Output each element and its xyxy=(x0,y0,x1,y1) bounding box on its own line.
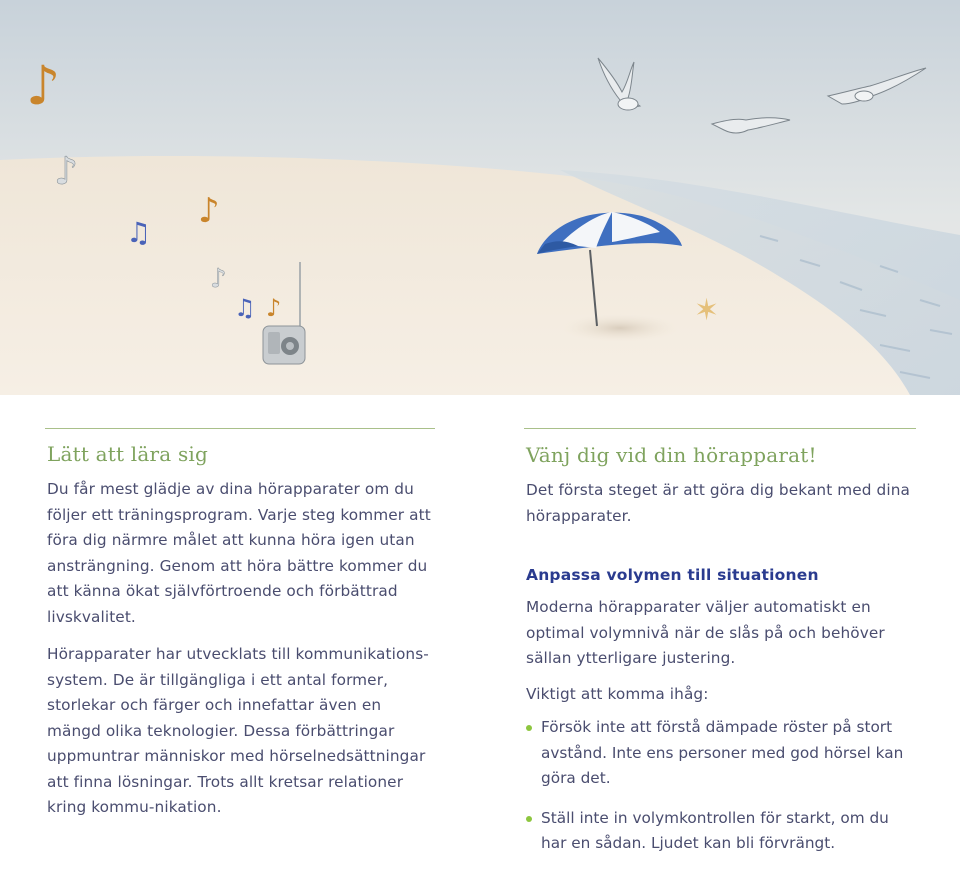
left-column xyxy=(47,428,435,821)
starfish-icon xyxy=(694,293,719,328)
music-note-icon xyxy=(126,216,151,249)
bullet-icon xyxy=(526,725,532,731)
svg-text:♪: ♪ xyxy=(210,264,227,294)
left-heading: Lätt att lära sig xyxy=(47,442,209,466)
music-note-icon xyxy=(198,191,220,231)
svg-text:♫: ♫ xyxy=(126,216,152,249)
music-note-icon xyxy=(210,264,227,294)
section-divider xyxy=(45,428,435,429)
section-divider xyxy=(524,428,916,429)
list-item-text: Ställ inte in volymkontrollen för starkt, om du har en sådan. Ljudet kan bli förvrängt. xyxy=(541,808,889,852)
music-note-icon xyxy=(26,54,60,117)
right-paragraph-2: Viktigt att komma ihåg: xyxy=(526,684,709,703)
svg-text:♪: ♪ xyxy=(266,294,282,322)
beach-illustration xyxy=(0,0,960,395)
left-paragraph-2: Hörapparater har utvecklats till kommunikations-system. De är tillgängliga i ett antal former, storlekar och färger och innefattar även en mängd olika teknologier. Dessa förbättringar uppmuntrar människor med hörselnedsättningar att finna lösningar. Trots allt kretsar relationer kring kommu-nikation. xyxy=(47,645,429,816)
svg-text:✶: ✶ xyxy=(694,293,720,328)
music-note-icon xyxy=(54,149,78,193)
right-subheading: Anpassa volymen till situationen xyxy=(526,566,819,584)
right-intro: Det första steget är att göra dig bekant med dina hörapparater. xyxy=(526,481,910,525)
svg-text:♪: ♪ xyxy=(198,191,220,231)
music-note-icon xyxy=(266,294,281,322)
svg-text:♪: ♪ xyxy=(26,54,61,117)
right-heading: Vänj dig vid din hörapparat! xyxy=(526,443,817,467)
left-paragraph-1: Du får mest glädje av dina hörapparater om du följer ett träningsprogram. Varje steg kommer att föra dig närmre målet att kunna höra igen utan ansträngning. Genom att höra bättre kommer du att känna ökat självförtroende och förbättrad livskvalitet. xyxy=(47,480,431,626)
list-item-text: Försök inte att förstå dämpade röster på stort avstånd. Inte ens personer med god hörsel kan göra det. xyxy=(541,718,904,787)
right-column xyxy=(526,428,916,857)
svg-text:♫: ♫ xyxy=(234,294,256,322)
list-item xyxy=(526,715,916,792)
right-paragraph-1: Moderna hörapparater väljer automatiskt en optimal volymnivå när de slås på och behöver sällan ytterligare justering. xyxy=(526,598,885,667)
list-item xyxy=(526,806,916,857)
music-note-icon xyxy=(234,294,256,322)
tips-list xyxy=(526,715,916,857)
svg-text:♪: ♪ xyxy=(54,149,79,193)
bullet-icon xyxy=(526,816,532,822)
beach-scene xyxy=(0,0,960,395)
